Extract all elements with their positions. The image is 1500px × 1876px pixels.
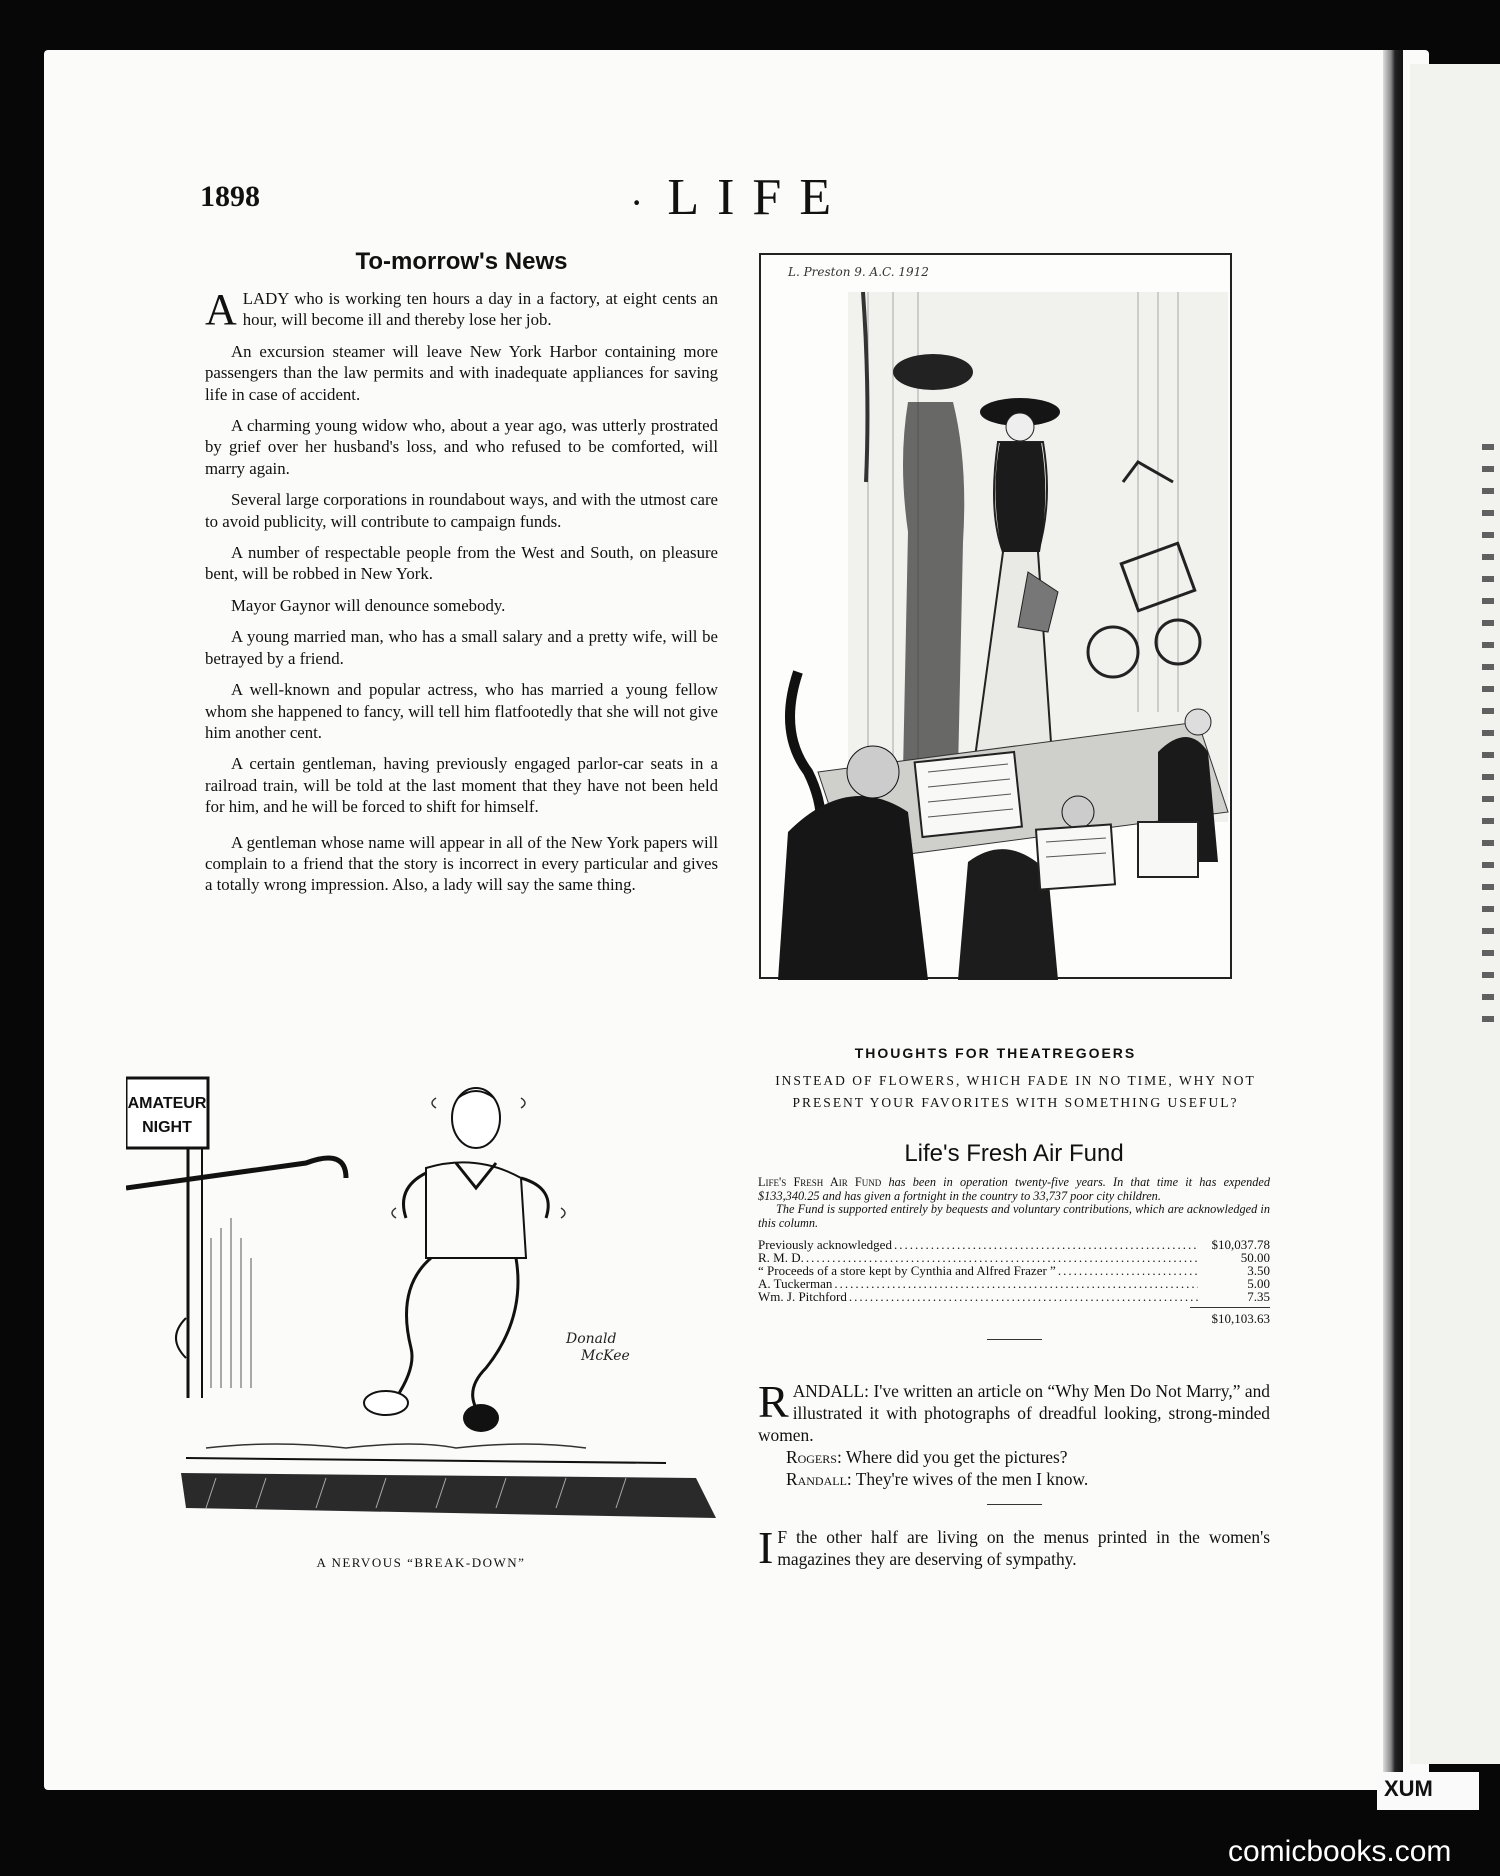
watermark: comicbooks.com — [1228, 1835, 1452, 1868]
article-paragraph: A well-known and popular actress, who has married a young fellow whom she happened to fancy, will tell him flatfootedly that she will not give him another cent. — [205, 680, 718, 742]
joke-randall-line3 — [758, 1468, 1270, 1490]
fund-list — [758, 1238, 1270, 1325]
theatregoers-illustration — [758, 252, 1233, 980]
illustration-signature: L. Preston 9. A.C. 1912 — [788, 265, 929, 279]
theatre-caption-title: THOUGHTS FOR THEATREGOERS — [854, 1045, 1137, 1061]
fund-entry-name: “ Proceeds of a store kept by Cynthia and Alfred Frazer ” — [758, 1263, 1056, 1278]
fund-entry — [758, 1290, 1270, 1303]
article-paragraph: A certain gentleman, having previously engaged parlor-car seats in a railroad train, will be told at the last moment that they have not been held for him, and he will be forced to shift for himself. — [205, 754, 718, 817]
lead-text: LADY who is working ten hours a day in a factory, at eight cents an hour, will become ill and thereby lose her job. — [242, 289, 718, 330]
article-paragraph: A charming young widow who, about a year ago, was utterly prostrated by grief over her husband's loss, and who refused to be comforted, will marry again. — [205, 416, 718, 478]
joke-randall-reply: They're wives of the men I know. — [851, 1469, 1089, 1489]
fund-title: Life's Fresh Air Fund — [904, 1140, 1124, 1167]
joke-half-text: F the other half are living on the menus printed in the women's magazines they are deserving of sympathy. — [777, 1527, 1270, 1569]
joke-rogers-text: Where did you get the pictures? — [841, 1447, 1068, 1467]
corner-label: XUM — [1384, 1776, 1433, 1801]
joke-other-half — [758, 1522, 1270, 1573]
page-gutter — [1383, 50, 1403, 1810]
joke-randall-line1 — [758, 1376, 1270, 1446]
article-tomorrows-news — [205, 248, 718, 906]
article-paragraph: Mayor Gaynor will denounce somebody. — [231, 595, 506, 615]
article-paragraph: A gentleman whose name will appear in all of the New York papers will complain to a friend that the story is incorrect in every particular and gives a totally wrong impression. Also, a lady will say the same thing. — [205, 832, 718, 895]
joke-randall-text: ANDALL: I've written an article on “Why Men Do Not Marry,” and illustrated it with photographs of dreadful looking, strong-minded women. — [758, 1381, 1270, 1445]
artist-signature-2: McKee — [581, 1348, 630, 1364]
drop-cap: A — [205, 285, 237, 334]
sign-line-1: AMATEUR — [127, 1095, 207, 1112]
fund-entry-name: R. M. D. — [758, 1250, 804, 1265]
article-paragraph: A young married man, who has a small salary and a pretty wife, will be betrayed by a friend. — [205, 627, 718, 668]
masthead-title: LIFE — [667, 169, 850, 226]
article-paragraph: An excursion steamer will leave New York Harbor containing more passengers than the law permits and with inadequate appliances for saving life in case of accident. — [205, 341, 718, 404]
next-page-edge — [1410, 64, 1500, 1764]
fund-entry-amount: 50.00 — [1240, 1250, 1270, 1265]
speaker-randall: Randall: — [786, 1469, 852, 1489]
joke-drop-cap: R — [758, 1376, 789, 1427]
speaker-rogers: Rogers: — [786, 1447, 842, 1467]
section-divider — [987, 1504, 1042, 1505]
amateur-caption: A NERVOUS “BREAK-DOWN” — [316, 1555, 526, 1570]
fund-entry-amount: 5.00 — [1247, 1276, 1270, 1291]
amateur-night-illustration — [126, 1068, 716, 1528]
page-number: 1898 — [200, 180, 260, 213]
joke-drop-cap: I — [758, 1522, 774, 1573]
fund-intro-text: has been in operation twenty-five years. In that time it has expended $133,340.25 and has given a fortnight in the country to 33,737 poor city children. — [758, 1175, 1270, 1203]
joke-randall — [758, 1376, 1270, 1519]
artist-signature-1: Donald — [566, 1331, 617, 1347]
article-paragraph: A number of respectable people from the West and South, on pleasure bent, will be robbed in New York. — [205, 543, 718, 584]
fund-entry — [758, 1264, 1270, 1277]
masthead: · LIFE — [630, 169, 850, 226]
fund-entry-name: Previously acknowledged — [758, 1237, 892, 1252]
joke-randall-line2 — [758, 1446, 1270, 1468]
theatre-caption-subtitle: INSTEAD OF FLOWERS, WHICH FADE IN NO TIME, WHY NOT PRESENT YOUR FAVORITES WITH SOMETHING USEFUL? — [775, 1073, 1256, 1110]
joke-other-half-text — [758, 1522, 1270, 1573]
fund-total: $10,103.63 — [1211, 1311, 1270, 1326]
fund-entry-name: Wm. J. Pitchford — [758, 1289, 847, 1304]
sign-line-2: NIGHT — [142, 1119, 192, 1136]
fund-entry-amount: 7.35 — [1247, 1289, 1270, 1304]
article-paragraph: Several large corporations in roundabout ways, and with the utmost care to avoid publicity, will contribute to campaign funds. — [205, 490, 718, 531]
fund-entry — [758, 1238, 1270, 1251]
fund-entry-name: A. Tuckerman — [758, 1276, 833, 1291]
article-title: To-morrow's News — [355, 248, 568, 275]
fund-intro-2: The Fund is supported entirely by bequests and voluntary contributions, which are acknowledged in this column. — [758, 1202, 1270, 1230]
article-lead-paragraph — [205, 285, 718, 334]
fund-intro — [758, 1176, 1270, 1203]
fund-intro-name: Life's Fresh Air Fund — [758, 1175, 882, 1189]
fresh-air-fund — [758, 1140, 1270, 1354]
fund-total-rule — [1190, 1307, 1270, 1308]
fund-entry-amount: 3.50 — [1247, 1263, 1270, 1278]
fund-entry-amount: $10,037.78 — [1211, 1237, 1270, 1252]
section-divider — [987, 1339, 1042, 1340]
